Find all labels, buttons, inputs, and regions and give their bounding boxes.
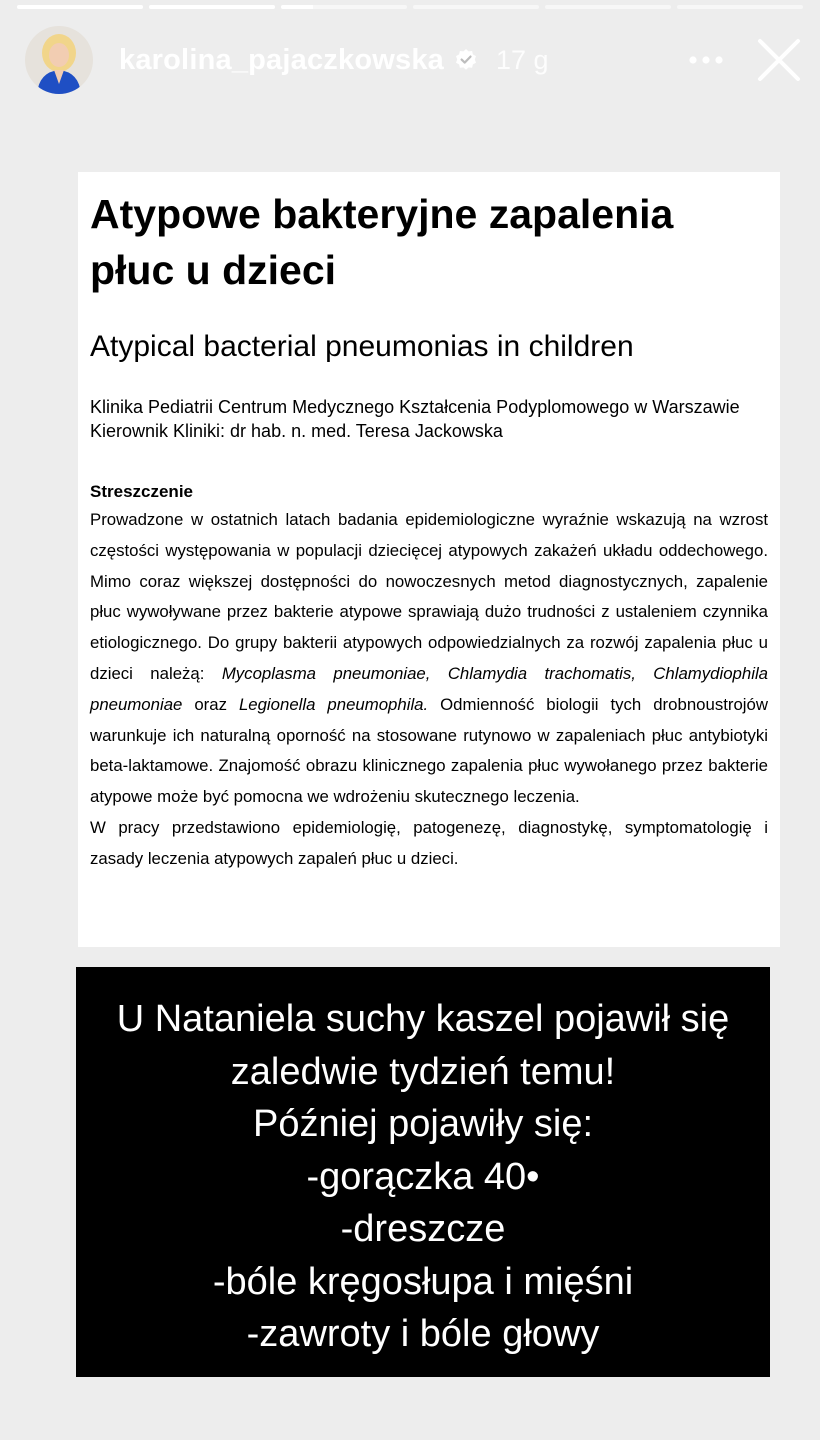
progress-fill [281,5,313,9]
story-header [25,26,802,94]
progress-segment [281,5,407,9]
post-time: 17 g [495,44,549,75]
abstract-text-part: oraz [182,694,239,714]
overlay-line: -bóle kręgosłupa i mięśni [212,1260,634,1303]
abstract-heading: Streszczenie [90,482,193,501]
progress-fill [149,5,275,9]
article-subtitle: Atypical bacterial pneumonias in children [90,330,634,363]
verified-badge-icon [454,48,478,72]
abstract-text [90,505,768,875]
username[interactable]: karolina_pajaczkowska [119,43,444,76]
overlay-line: Później pojawiły się: [252,1103,594,1145]
story-progress-bar [17,5,803,9]
progress-segment [17,5,143,9]
article-screenshot [78,172,780,947]
close-icon[interactable] [756,37,802,83]
progress-segment [413,5,539,9]
progress-fill [17,5,143,9]
overlay-line: U Nataniela suchy kaszel pojawił się [116,998,730,1040]
abstract-species: Legionella pneumophila. [238,694,429,714]
story-text-overlay [76,967,770,1377]
abstract-text-part: Odmienność biologii tych drobnoustrojów warunkuje ich naturalną oporność na stosowane rutynowo w zapaleniach płuc antybiotyki beta-laktamowe. Znajomość obrazu klinicznego zapalenia płuc wywołanego przez bakterie atypowe może być pomocna we wdrożeniu skutecznego leczenia. [90,694,768,807]
abstract-paragraph: W pracy przedstawiono epidemiologię, patogenezę, diagnostykę, symptomatologię i zasady leczenia atypowych zapaleń płuc u dzieci. [90,817,768,868]
avatar[interactable] [25,26,93,94]
abstract-species: Mycoplasma pneumoniae, Chlamydia trachomatis, Chlamydiophila pneumoniae [90,663,769,714]
overlay-line: -zawroty i bóle głowy [246,1313,600,1355]
progress-segment [149,5,275,9]
progress-segment [545,5,671,9]
abstract-text-part: Prowadzone w ostatnich latach badania epidemiologiczne wyraźnie wskazują na wzrost częstości występowania w populacji dziecięcej atypowych zakażeń układu oddechowego. Mimo coraz większej dostępności do nowoczesnych metod diagnostycznych, zapalenie płuc wywoływane przez bakterie atypowe sprawiają dużo trudności z ustaleniem czynnika etiologicznego. Do grupy bakterii atypowych odpowiedzialnych za rozwój zapalenia płuc u dzieci należą: [90,510,768,683]
article-title: Atypowe bakteryjne zapalenia płuc u dzieci [90,191,674,293]
more-dots-icon[interactable] [686,40,726,80]
article-affiliation [90,395,768,443]
progress-segment [677,5,803,9]
affiliation-head: Kierownik Kliniki: dr hab. n. med. Teresa Jackowska [90,421,503,441]
overlay-line: zaledwie tydzień temu! [230,1050,616,1093]
overlay-line: -gorączka 40• [306,1155,540,1198]
abstract-paragraph [90,505,768,813]
overlay-line: -dreszcze [340,1208,506,1250]
affiliation-clinic: Klinika Pediatrii Centrum Medycznego Kształcenia Podyplomowego w Warszawie [90,397,740,417]
